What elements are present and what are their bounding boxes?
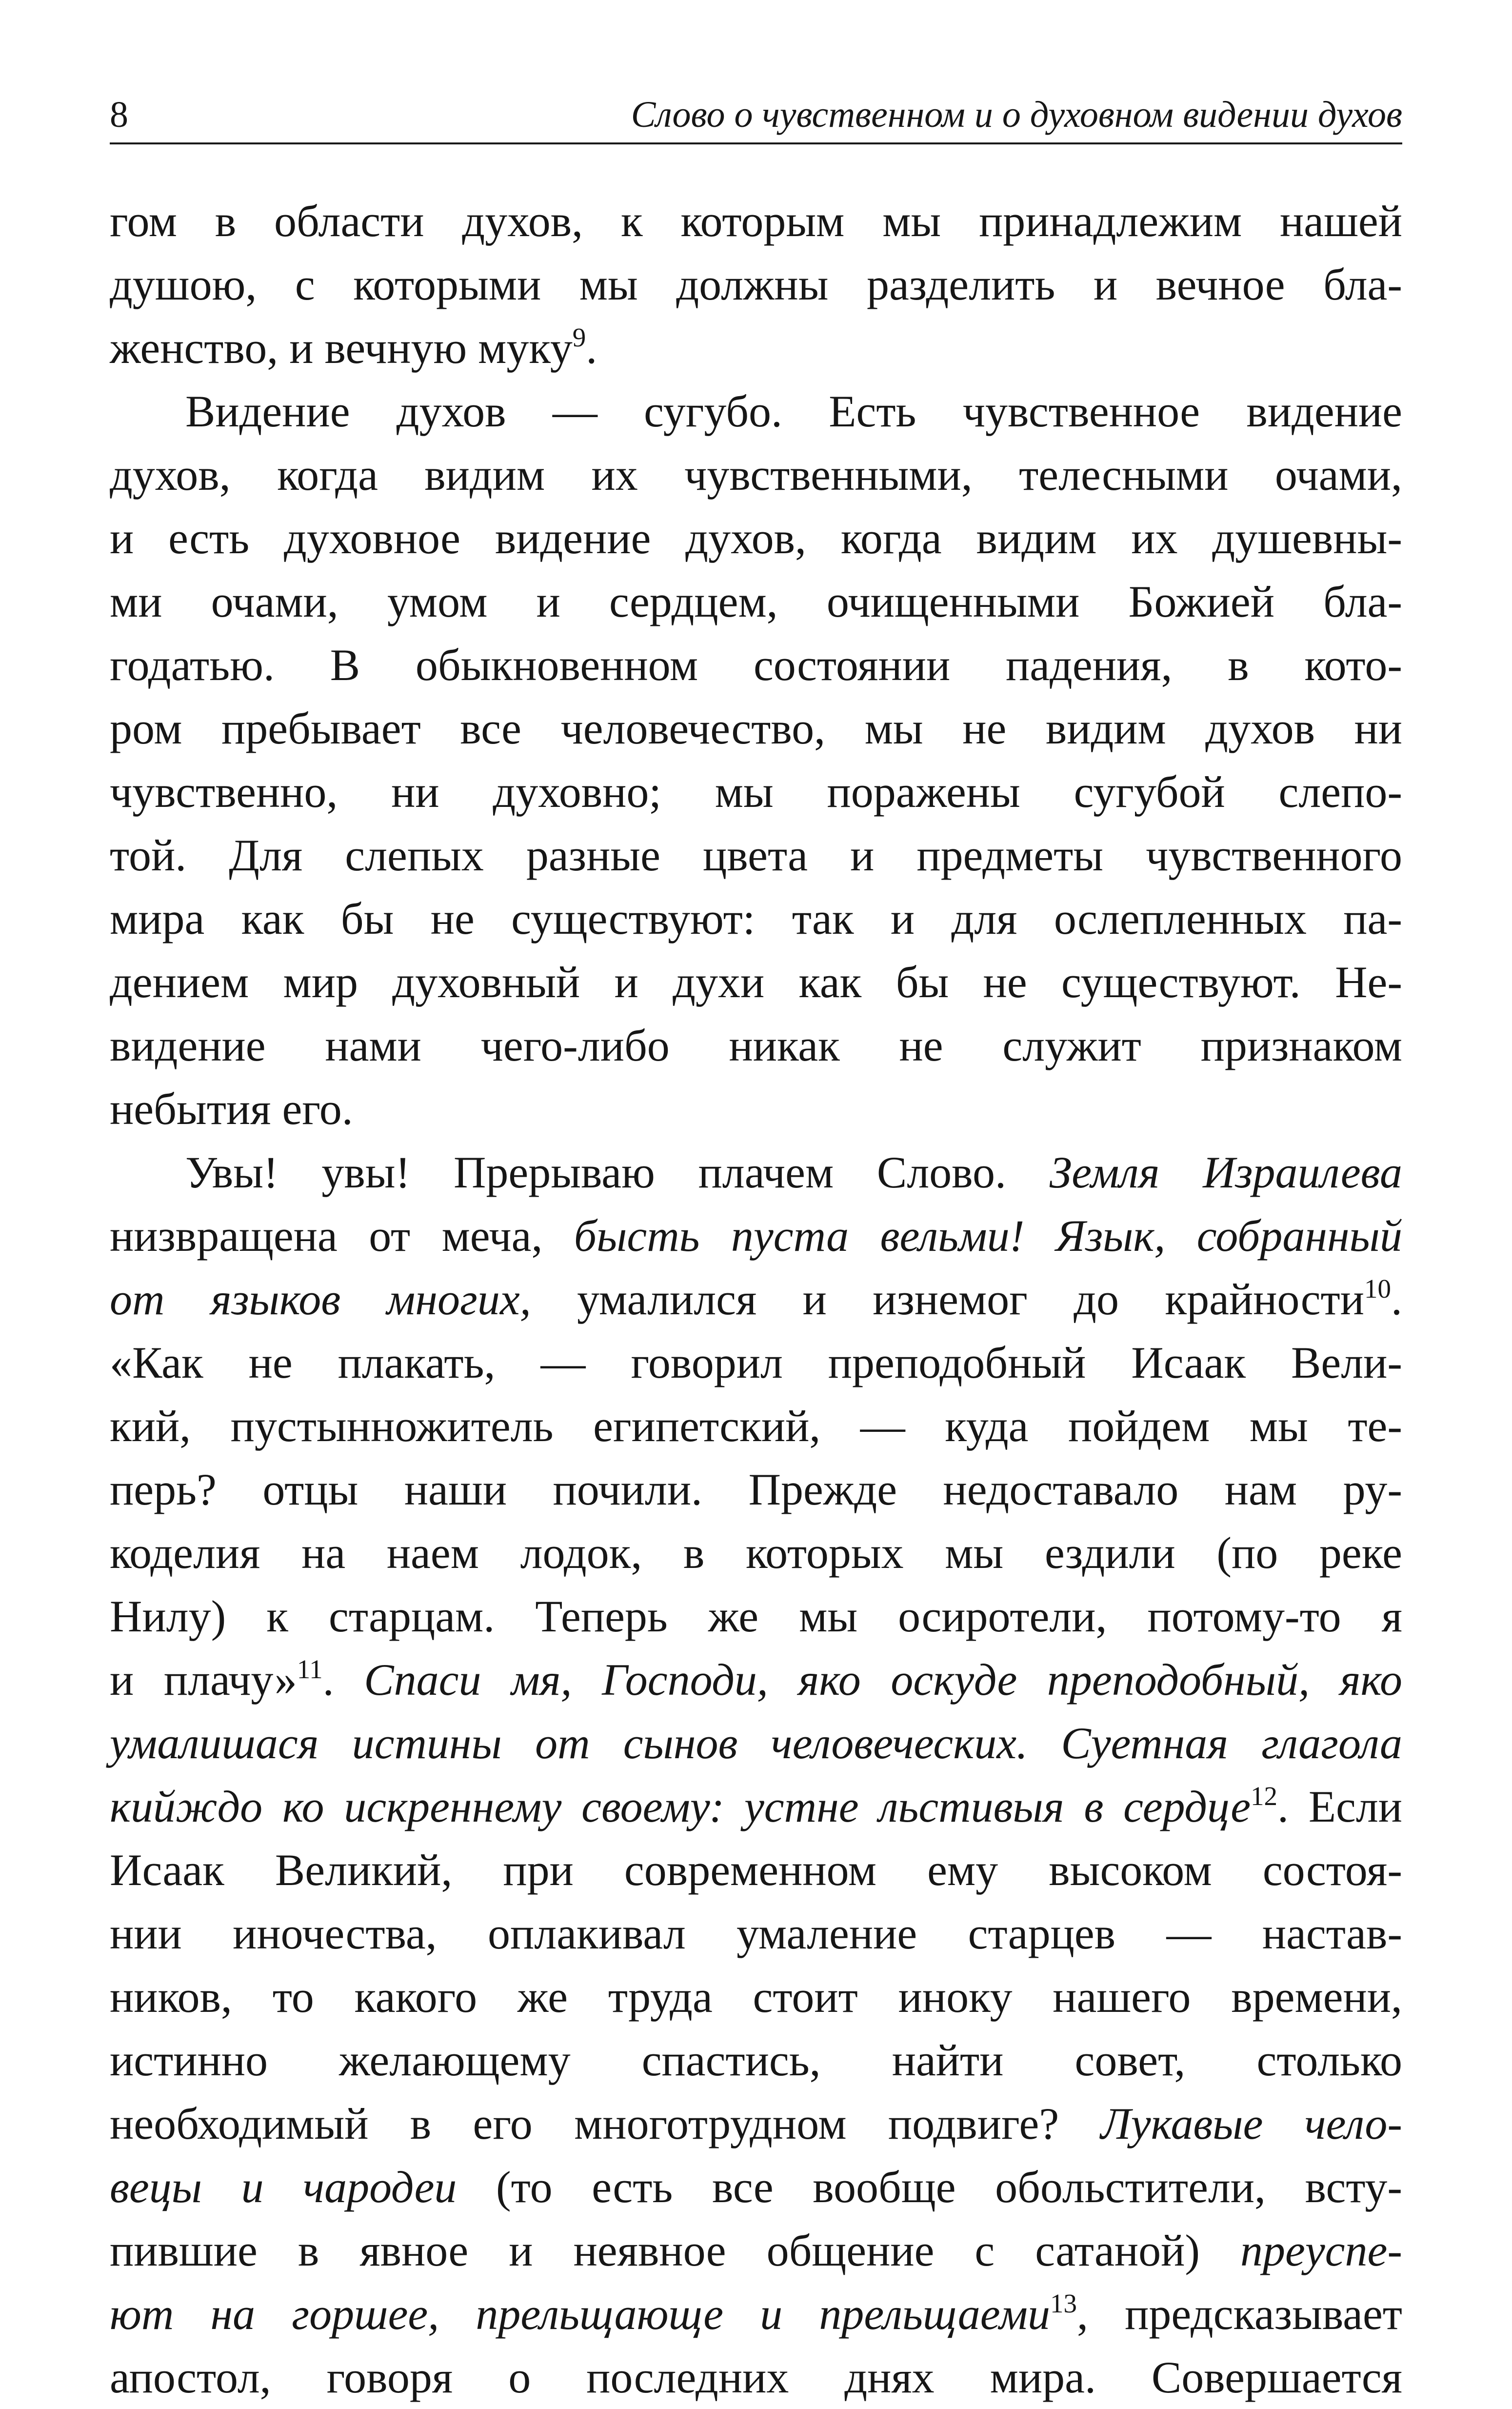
text-line [110,506,1402,570]
text-run: мира как бы не существуют: так и для ослепленных па- [110,894,1402,944]
footnote-ref: 9 [572,322,586,352]
text-line [110,1331,1402,1394]
italic-quote: вецы и чародеи [110,2162,457,2212]
footnote-ref: 13 [1050,2289,1077,2318]
text-run: кий, пустынножитель египетский, — куда пойдем мы те- [110,1401,1402,1451]
text-run: «Как не плакать, — говорил преподобный Исаак Вели- [110,1338,1402,1387]
page-number: 8 [110,94,128,135]
text-run: душою, с которыми мы должны разделить и вечное бла- [110,260,1402,309]
text-line [110,253,1402,316]
text-run: перь? отцы наши почили. Прежде недоставало нам ру- [110,1465,1402,1514]
text-run: необходимый в его многотрудном подвиге? [110,2099,1101,2148]
text-run: коделия на наем лодок, в которых мы ездили (по реке [110,1528,1402,1578]
text-line [110,823,1402,887]
text-run: . [322,1655,364,1705]
text-run: низвращена от меча, [110,1211,574,1261]
text-run: видение нами чего-либо никак не служит признаком [110,1021,1402,1070]
italic-quote: преуспе- [1240,2226,1402,2275]
text-run: дением мир духовный и духи как бы не существуют. Не- [110,957,1402,1007]
text-run: и есть духовное видение духов, когда видим их душевны- [110,513,1402,563]
text-run: годатью. В обыкновенном состоянии падения, в кото- [110,640,1402,690]
text-line [110,2219,1402,2282]
text-run: ром пребывает все человечество, мы не видим духов ни [110,703,1402,753]
text-line [110,1458,1402,1521]
text-run: . Если [1277,1782,1402,1831]
text-run: Исаак Великий, при современном ему высоком состоя- [110,1845,1402,1895]
text-line [110,1521,1402,1585]
text-line [110,2346,1402,2409]
text-line [110,1204,1402,1267]
text-line [110,1267,1402,1331]
text-run: Нилу) к старцам. Теперь же мы осиротели, потому-то я [110,1591,1402,1641]
italic-quote: от языков многих, [110,1274,531,1324]
text-line [110,2092,1402,2155]
text-run: пившие в явное и неявное общение с сатаной) [110,2226,1241,2275]
text-run: . [586,323,597,373]
footnote-ref: 10 [1364,1274,1391,1304]
text-run: Увы! увы! Прерываю плачем Слово. [185,1147,1050,1197]
text-run: той. Для слепых разные цвета и предметы чувственного [110,830,1402,880]
text-line [110,633,1402,697]
text-line [110,1775,1402,1838]
text-line [110,2028,1402,2092]
header-rule [110,142,1402,144]
italic-quote: Земля Израилева [1049,1147,1402,1197]
text-line [110,1394,1402,1458]
text-run: и плачу» [110,1655,297,1705]
text-run: апостол, говоря о последних днях мира. Совершается [110,2352,1402,2402]
text-run: чувственно, ни духовно; мы поражены сугубой слепо- [110,767,1402,817]
text-line [110,1711,1402,1775]
text-run: ников, то какого же труда стоит иноку нашего времени, [110,1972,1402,2022]
text-run: . [1391,1274,1402,1324]
text-run: истинно желающему спастись, найти совет, столько [110,2035,1402,2085]
text-line [110,1585,1402,1648]
text-line [110,570,1402,633]
text-line [110,1648,1402,1711]
text-run: женство, и вечную муку [110,323,573,373]
footnote-ref: 12 [1251,1781,1278,1811]
italic-quote: Спаси мя, Господи, яко оскуде преподобный, яко [364,1655,1402,1705]
text-line [110,950,1402,1014]
text-run: небытия его. [110,1084,353,1134]
italic-quote: ют на горшее, прельщающе и прельщаеми [110,2289,1050,2339]
text-line [110,887,1402,950]
body-text [110,189,1402,2409]
footnote-ref: 11 [297,1654,323,1684]
text-line [110,2155,1402,2219]
text-line [110,316,1402,380]
text-run: , предсказывает [1076,2289,1403,2339]
italic-quote: кийждо ко искреннему своему: устне льстивыя в сердце [110,1782,1251,1831]
text-run: (то есть все вообще обольстители, всту- [457,2162,1402,2212]
text-run: умалился и изнемог до крайности [531,1274,1364,1324]
italic-quote: бысть пуста вельми! Язык, собранный [574,1211,1402,1261]
text-line [110,1077,1402,1141]
text-line [110,2282,1402,2346]
text-line [110,697,1402,760]
text-run: нии иночества, оплакивал умаление старцев — настав- [110,1908,1402,1958]
text-line [110,1014,1402,1077]
text-run: гом в области духов, к которым мы принадлежим нашей [110,196,1402,246]
text-line [110,1141,1402,1204]
text-line [110,1965,1402,2028]
italic-quote: умалишася истины от сынов человеческих. Суетная глагола [110,1718,1402,1768]
italic-quote: Лукавые чело- [1100,2099,1402,2148]
text-line [110,1902,1402,1965]
text-line [110,380,1402,443]
running-head [110,88,1402,141]
text-run: духов, когда видим их чувственными, телесными очами, [110,450,1402,500]
text-line [110,189,1402,253]
text-line [110,760,1402,823]
text-line [110,1838,1402,1902]
text-line [110,443,1402,506]
text-run: Видение духов — сугубо. Есть чувственное видение [185,386,1402,436]
text-run: ми очами, умом и сердцем, очищенными Божией бла- [110,577,1402,626]
running-title: Слово о чувственном и о духовном видении духов [631,94,1402,135]
